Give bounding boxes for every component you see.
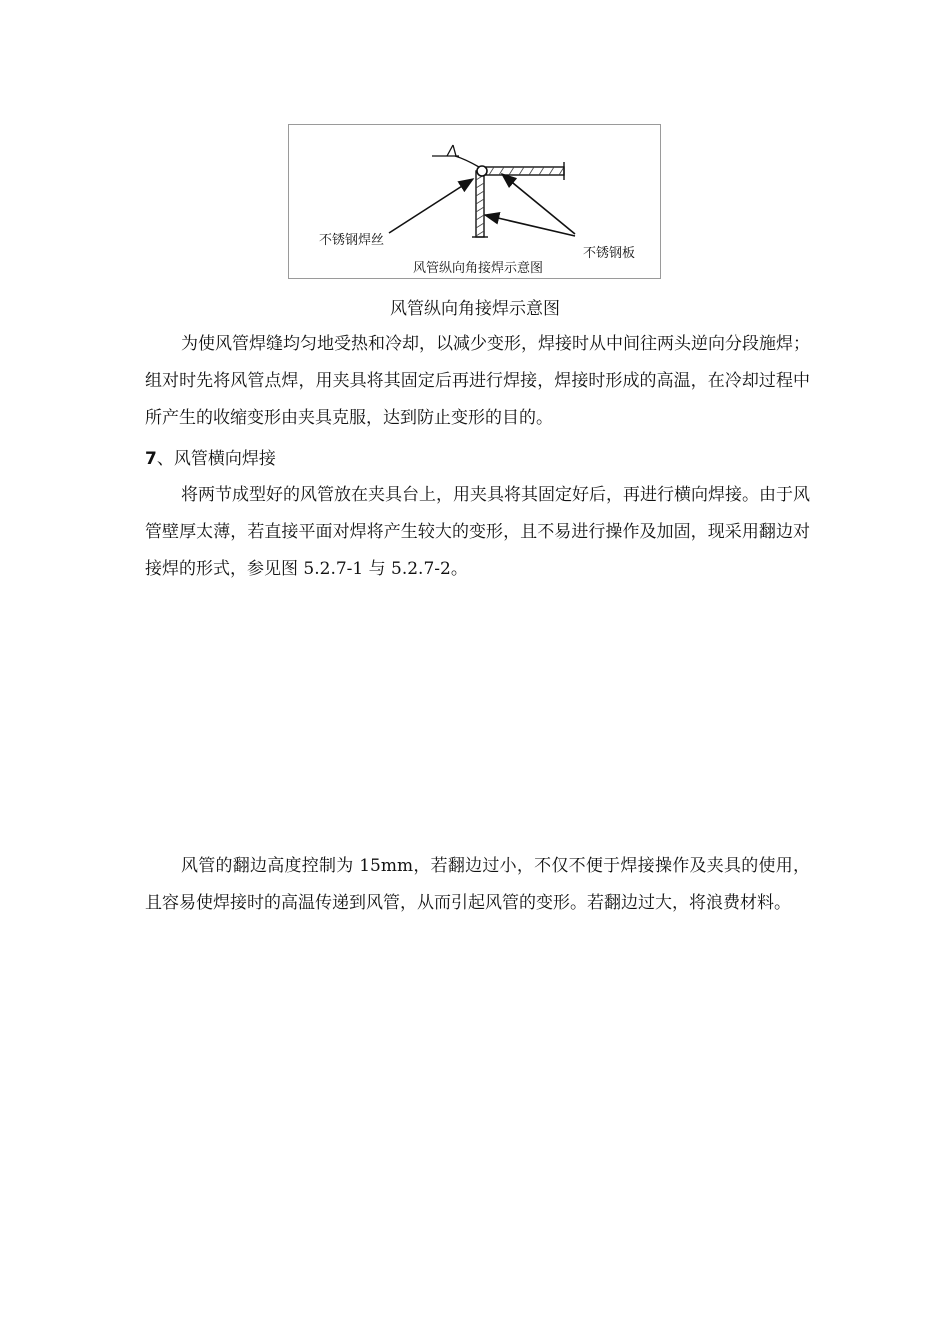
paragraph-transverse-weld: 将两节成型好的风管放在夹具台上，用夹具将其固定好后，再进行横向焊接。由于风管壁厚太薄，若直接平面对焊将产生较大的变形，且不易进行操作及加固，现采用翻边对接焊的形式，参见图 5.2.7-1 与 5.2.7-2。 [145, 485, 810, 579]
label-stainless-plate: 不锈钢板 [583, 246, 636, 261]
figure-caption: 风管纵向角接焊示意图 [390, 299, 560, 319]
paragraph-longitudinal-weld: 为使风管焊缝均匀地受热和冷却，以减少变形，焊接时从中间往两头逆向分段施焊；组对时先将风管点焊，用夹具将其固定后再进行焊接，焊接时形成的高温，在冷却过程中所产生的收缩变形由夹具克服，达到防止变形的目的。 [145, 334, 810, 428]
weld-symbol-icon [432, 145, 479, 167]
section-heading [145, 441, 276, 478]
weld-diagram [288, 124, 661, 279]
weld-bead [477, 166, 487, 176]
paragraph-flange-height: 风管的翻边高度控制为 15mm，若翻边过小，不仅不便于焊接操作及夹具的使用，且容易使焊接时的高温传递到风管，从而引起风管的变形。若翻边过大，将浪费材料。 [145, 856, 810, 913]
section-number: 7 [145, 449, 157, 469]
section-title: 、风管横向焊接 [156, 449, 276, 469]
horizontal-plate [484, 167, 564, 175]
label-stainless-wire: 不锈钢焊丝 [319, 233, 385, 248]
diagram-inner-title: 风管纵向角接焊示意图 [413, 261, 544, 276]
